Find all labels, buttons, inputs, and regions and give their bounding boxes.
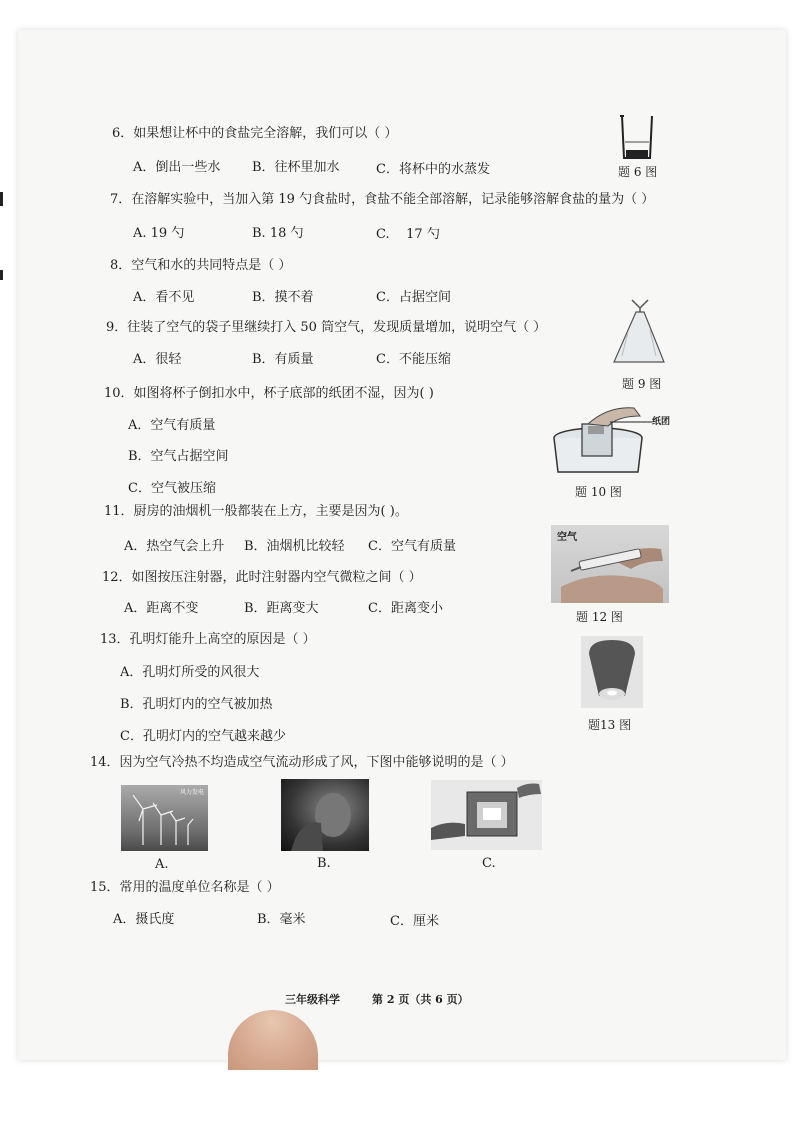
question-7-stem: 7．在溶解实验中，当加入第 19 勺食盐时，食盐不能全部溶解，记录能够溶解食盐的量为（ ）	[110, 192, 655, 207]
figure-13-caption: 题13 图	[588, 718, 632, 732]
figure-12-label: 空气	[557, 532, 577, 543]
question-10-option-c[interactable]: C．空气被压缩	[128, 481, 216, 496]
binding-mark	[0, 270, 3, 280]
question-13-option-b[interactable]: B．孔明灯内的空气被加热	[120, 697, 273, 712]
question-14-stem: 14．因为空气冷热不均造成空气流动形成了风，下图中能够说明的是（ ）	[90, 755, 514, 770]
figure-6-caption: 题 6 图	[618, 165, 658, 179]
binding-mark	[0, 192, 3, 206]
question-11-option-b[interactable]: B．油烟机比较轻	[244, 539, 345, 554]
question-12-option-a[interactable]: A．距离不变	[124, 601, 199, 616]
blowing-photo[interactable]	[281, 779, 369, 851]
figure-9-caption: 题 9 图	[622, 377, 662, 391]
question-6-option-a[interactable]: A．倒出一些水	[133, 160, 221, 175]
question-6-option-c[interactable]: C．将杯中的水蒸发	[376, 162, 490, 177]
question-8-stem: 8．空气和水的共同特点是（ ）	[110, 258, 292, 273]
beaker-figure-icon	[616, 112, 658, 162]
air-bag-figure-icon	[608, 296, 670, 368]
question-9-option-b[interactable]: B．有质量	[252, 352, 314, 367]
question-14-option-b[interactable]: B.	[317, 856, 331, 871]
question-13-option-c[interactable]: C．孔明灯内的空气越来越少	[120, 729, 286, 744]
question-14-option-c[interactable]: C.	[482, 856, 496, 871]
sky-lantern-icon	[581, 636, 643, 708]
question-14-option-a[interactable]: A.	[155, 857, 169, 872]
question-13-option-a[interactable]: A．孔明灯所受的风很大	[120, 665, 260, 680]
footer-subject: 三年级科学	[285, 993, 340, 1006]
figure-10-caption: 题 10 图	[575, 485, 622, 499]
question-8-option-b[interactable]: B．摸不着	[252, 290, 314, 305]
question-12-stem: 12．如图按压注射器，此时注射器内空气微粒之间（ ）	[102, 570, 422, 585]
box-experiment-icon	[431, 780, 542, 850]
question-15-option-b[interactable]: B．毫米	[257, 912, 306, 927]
question-11-stem: 11．厨房的油烟机一般都装在上方，主要是因为( )。	[104, 504, 408, 519]
question-15-option-c[interactable]: C．厘米	[390, 914, 439, 929]
question-12-option-c[interactable]: C．距离变小	[368, 601, 443, 616]
question-8-option-c[interactable]: C．占据空间	[376, 290, 451, 305]
question-7-option-b[interactable]: B. 18 勺	[252, 226, 304, 241]
box-candle-photo[interactable]	[431, 780, 542, 850]
sky-lantern-photo	[581, 636, 643, 708]
photo-a-label: 风力发电	[180, 789, 205, 796]
question-9-option-c[interactable]: C．不能压缩	[376, 352, 451, 367]
question-7-option-c[interactable]: C. 17 勺	[376, 227, 440, 242]
question-9-option-a[interactable]: A．很轻	[133, 352, 182, 367]
question-10-stem: 10．如图将杯子倒扣水中，杯子底部的纸团不湿，因为( )	[104, 386, 434, 401]
footer-page-number: 第 2 页（共 6 页）	[372, 993, 469, 1006]
question-10-option-a[interactable]: A．空气有质量	[128, 418, 216, 433]
question-7-option-a[interactable]: A. 19 勺	[133, 226, 185, 241]
question-15-option-a[interactable]: A．摄氏度	[113, 912, 175, 927]
question-15-stem: 15．常用的温度单位名称是（ ）	[90, 880, 280, 895]
figure-10-label: 纸团	[652, 417, 671, 427]
question-9-stem: 9．往装了空气的袋子里继续打入 50 筒空气，发现质量增加，说明空气（ ）	[106, 320, 547, 335]
question-6-stem: 6．如果想让杯中的食盐完全溶解，我们可以（ ）	[112, 126, 398, 141]
question-12-option-b[interactable]: B．距离变大	[244, 601, 319, 616]
question-13-stem: 13．孔明灯能升上高空的原因是（ ）	[100, 632, 316, 647]
person-blowing-icon	[281, 779, 369, 851]
figure-12-caption: 题 12 图	[576, 610, 623, 624]
question-11-option-a[interactable]: A．热空气会上升	[124, 539, 225, 554]
question-6-option-b[interactable]: B．往杯里加水	[252, 160, 340, 175]
question-11-option-c[interactable]: C．空气有质量	[368, 539, 456, 554]
question-10-option-b[interactable]: B．空气占据空间	[128, 449, 229, 464]
question-8-option-a[interactable]: A．看不见	[133, 290, 195, 305]
